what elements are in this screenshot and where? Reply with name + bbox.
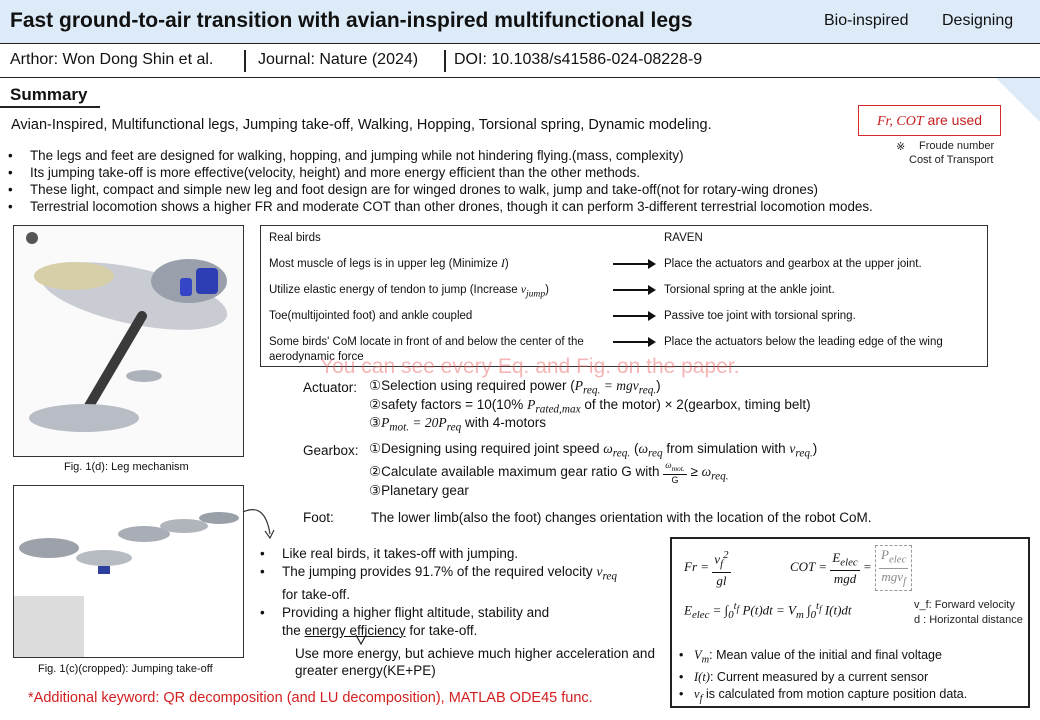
meta-divider	[444, 50, 446, 72]
table-row-right: Place the actuators below the leading edge of the wing	[664, 336, 943, 348]
note-cot: Cost of Transport	[909, 154, 994, 166]
leg-mechanism-figure	[13, 225, 244, 457]
fig-jump-caption: Fig. 1(c)(cropped): Jumping take-off	[38, 663, 213, 675]
table-row-right: Passive toe joint with torsional spring.	[664, 310, 856, 322]
corner-decoration	[996, 78, 1040, 122]
journal-text: Journal: Nature (2024)	[258, 51, 419, 68]
watermark-text: You can see every Eq. and Fig. on the paper.	[320, 355, 740, 378]
curved-arrow-icon	[240, 500, 280, 545]
meta-divider	[244, 50, 246, 72]
additional-keywords: *Additional keyword: QR decomposition (and LU decomposition), MATLAB ODE45 func.	[28, 690, 593, 706]
arrow-right-icon	[613, 341, 649, 343]
arrow-right-icon	[613, 315, 649, 317]
page-title: Fast ground-to-air transition with avian-inspired multifunctional legs	[10, 9, 693, 32]
tag-bio-inspired: Bio-inspired	[824, 12, 909, 29]
jumping-figure	[13, 485, 244, 658]
list-item: • $v_f$ is calculated from motion capture position data.	[676, 686, 967, 708]
gearbox-item: ③Planetary gear	[369, 483, 469, 498]
list-item: • I(t): Current measured by a current sensor	[676, 669, 967, 686]
list-item: • Like real birds, it takes-off with jumping.	[256, 545, 617, 563]
summary-bullets	[4, 147, 873, 215]
fr-equation: Fr = $\frac{v_f^2}{gl}$	[684, 549, 729, 588]
list-item: • The legs and feet are designed for walking, hopping, and jumping while not hindering flying.(mass, complexity)	[4, 147, 873, 164]
table-row-right: Place the actuators and gearbox at the upper joint.	[664, 258, 922, 270]
actuator-item: ②safety factors = 10(10% $P_{rated,max}$ of the motor) × 2(gearbox, timing belt)	[369, 397, 811, 416]
foot-label: Foot:	[303, 510, 334, 525]
note-mark: ※	[896, 141, 906, 153]
author-text: Arthor: Won Dong Shin et al.	[10, 51, 214, 68]
gearbox-item: ②Calculate available maximum gear ratio G with $\frac{\omega_{mot.}}{G}$ ≥ $\omega_{req.}$	[369, 460, 729, 485]
gearbox-item: ①Designing using required joint speed $\omega_{req.}$ ($\omega_{req}$ from simulation with $v_{req.}$)	[369, 441, 818, 460]
jumping-subnote: Use more energy, but achieve much higher acceleration and greater energy(KE+PE)	[295, 646, 655, 678]
table-row-left: Most muscle of legs is in upper leg (Minimize I)	[269, 258, 509, 270]
jumping-bullets	[256, 545, 617, 640]
summary-heading: Summary	[10, 85, 88, 104]
table-row-right: Torsional spring at the ankle joint.	[664, 284, 835, 296]
comparison-table	[260, 225, 988, 367]
gearbox-label: Gearbox:	[303, 443, 359, 458]
fr-cot-box	[858, 105, 1001, 136]
arrow-right-icon	[613, 263, 649, 265]
cot-equation: COT = $\frac{E_{elec}}{\text{mgd}}$ = $\frac{P_{elec}}{mgv_f}$	[790, 545, 912, 591]
note-froude: Froude number	[919, 140, 995, 152]
eelec-equation: $E_{elec} = \int_0^{t_f}$ $P(t)dt = V_m$ $\int_0^{t_f}$ I(t)dt	[684, 600, 852, 621]
leg-mechanism-illustration	[14, 226, 243, 456]
summary-underline	[0, 106, 100, 108]
fig-leg-caption: Fig. 1(d): Leg mechanism	[64, 461, 189, 473]
keywords-text: Avian-Inspired, Multifunctional legs, Jumping take-off, Walking, Hopping, Torsional spring, Dynamic modeling.	[11, 117, 712, 133]
jumping-takeoff-illustration	[14, 486, 243, 657]
list-item: • Its jumping take-off is more effective(velocity, height) and more energy efficient than the other methods.	[4, 164, 873, 181]
list-item: • $V_m$: Mean value of the initial and final voltage	[676, 647, 967, 669]
vf-definition: v_f: Forward velocity	[914, 599, 1015, 611]
table-row-left: Utilize elastic energy of tendon to jump (Increase $v_{jump}$)	[269, 284, 549, 300]
doi-text: DOI: 10.1038/s41586-024-08228-9	[454, 51, 703, 68]
table-row-left: Toe(multijointed foot) and ankle coupled	[269, 310, 473, 322]
list-item: • The jumping provides 91.7% of the required velocity $v_{req}$ for take-off.	[256, 563, 617, 604]
list-item: • These light, compact and simple new leg and foot design are for winged drones to walk, jump and take-off(not for rotary-wing drones)	[4, 181, 873, 198]
arrow-right-icon	[613, 289, 649, 291]
tag-designing: Designing	[942, 12, 1014, 29]
fr-cot-text: are used	[923, 112, 983, 128]
table-row-left: Some birds' CoM locate in front of and below the center of the aerodynamic force	[269, 336, 584, 363]
foot-text: The lower limb(also the foot) changes orientation with the location of the robot CoM.	[371, 510, 872, 525]
equation-notes	[676, 647, 967, 707]
list-item: • Providing a higher flight altitude, stability and the energy efficiency for take-off.	[256, 604, 617, 640]
actuator-item: $③P_{mot.} = 20P_{req}$ with 4-motors	[369, 415, 547, 434]
table-header-raven: RAVEN	[664, 232, 703, 244]
fr-cot-vars: Fr, COT	[876, 114, 924, 129]
table-header-birds: Real birds	[269, 232, 321, 244]
d-definition: d : Horizontal distance	[914, 614, 1023, 626]
actuator-item: ①Selection using required power $(P_{req.} = mgv_{req.})$	[369, 378, 661, 397]
list-item: • Terrestrial locomotion shows a higher FR and moderate COT than other drones, though it can perform 3-different terrestrial locomotion modes.	[4, 198, 873, 215]
actuator-label: Actuator:	[303, 380, 358, 395]
